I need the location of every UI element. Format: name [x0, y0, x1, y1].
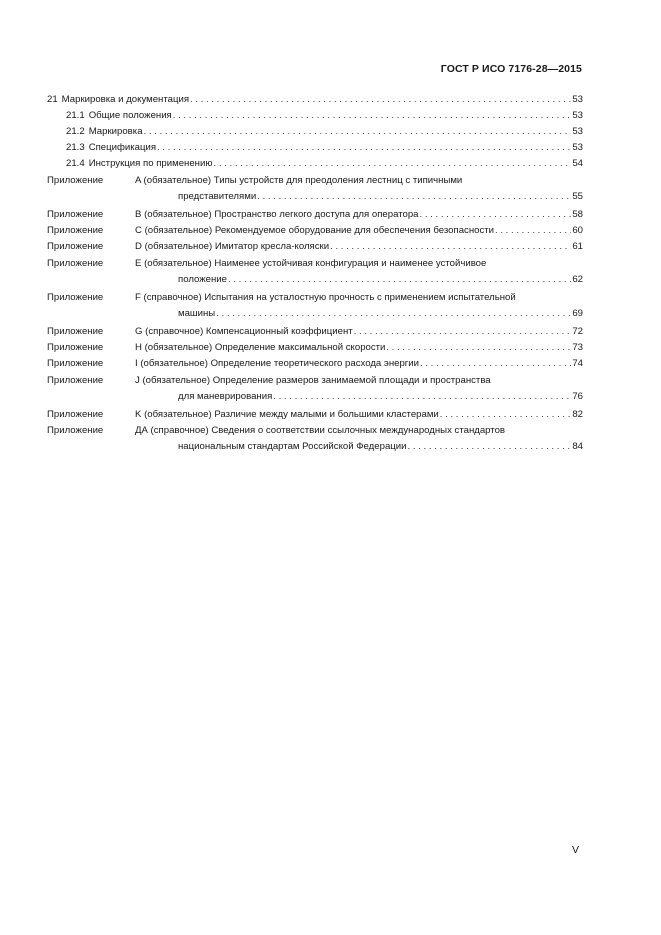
annex-title-line1: E (обязательное) Наименее устойчивая конфигурация и наименее устойчивое: [135, 258, 487, 269]
annex-title-line2: национальным стандартам Российской Федерации: [178, 441, 407, 452]
annex-label: Приложение: [47, 292, 104, 303]
toc-annex-g[interactable]: [47, 324, 583, 340]
annex-page: 74: [572, 358, 583, 369]
toc-leader-dots: [228, 272, 571, 288]
annex-page: 82: [572, 409, 583, 420]
toc-entry-21-1[interactable]: [47, 108, 583, 124]
toc-entry-number: 21.4: [66, 158, 85, 169]
toc-annex-a[interactable]: [47, 173, 583, 205]
document-header: ГОСТ Р ИСО 7176-28—2015: [440, 63, 582, 75]
annex-title-line1: A (обязательное) Типы устройств для преодоления лестниц с типичными: [135, 175, 463, 186]
annex-page: 61: [572, 241, 583, 252]
toc-entry-title: Маркировка: [88, 126, 143, 137]
annex-title: H (обязательное) Определение максимальной скорости: [135, 342, 386, 353]
annex-label: Приложение: [47, 241, 104, 252]
table-of-contents: [47, 92, 583, 455]
annex-label: Приложение: [47, 409, 104, 420]
annex-title-line2: представителями: [178, 191, 257, 202]
annex-label: Приложение: [47, 225, 104, 236]
toc-leader-dots: [216, 306, 571, 322]
toc-leader-dots: [257, 189, 571, 205]
toc-entry-title: Инструкция по применению: [88, 158, 213, 169]
page-number: V: [571, 844, 579, 856]
toc-leader-dots: [420, 356, 571, 372]
toc-leader-dots: [495, 223, 571, 239]
annex-title: C (обязательное) Рекомендуемое оборудование для обеспечения безопасности: [135, 225, 495, 236]
toc-entry-page: 53: [572, 94, 583, 105]
annex-title-line1: ДА (справочное) Сведения о соответствии ссылочных международных стандартов: [135, 425, 506, 436]
toc-annex-e[interactable]: [47, 256, 583, 288]
toc-entry-number: 21.1: [66, 110, 85, 121]
toc-leader-dots: [190, 92, 571, 108]
toc-entry-21-4[interactable]: [47, 156, 583, 172]
annex-title-line1: J (обязательное) Определение размеров занимаемой площади и пространства: [135, 375, 491, 386]
annex-title: G (справочное) Компенсационный коэффициент: [135, 326, 353, 337]
toc-entry-page: 53: [572, 110, 583, 121]
toc-entry-page: 53: [572, 126, 583, 137]
annex-page: 58: [572, 209, 583, 220]
toc-leader-dots: [386, 340, 571, 356]
annex-page: 84: [572, 441, 583, 452]
toc-annex-d[interactable]: [47, 239, 583, 255]
annex-title: B (обязательное) Пространство легкого доступа для оператора: [135, 209, 419, 220]
annex-label: Приложение: [47, 425, 104, 436]
annex-page: 73: [572, 342, 583, 353]
annex-label: Приложение: [47, 258, 104, 269]
toc-entry-title: Общие положения: [88, 110, 172, 121]
annex-label: Приложение: [47, 375, 104, 386]
toc-annex-c[interactable]: [47, 223, 583, 239]
annex-title-line2: машины: [178, 308, 216, 319]
toc-entry-number: 21: [47, 94, 58, 105]
toc-entry-21[interactable]: [47, 92, 583, 108]
toc-leader-dots: [420, 207, 572, 223]
annex-page: 55: [572, 191, 583, 202]
annex-label: Приложение: [47, 358, 104, 369]
toc-leader-dots: [440, 407, 572, 423]
toc-annex-f[interactable]: [47, 290, 583, 322]
toc-annex-j[interactable]: [47, 373, 583, 405]
annex-label: Приложение: [47, 209, 104, 220]
toc-leader-dots: [157, 140, 571, 156]
annex-label: Приложение: [47, 175, 104, 186]
toc-leader-dots: [173, 108, 572, 124]
toc-annex-k[interactable]: [47, 407, 583, 423]
annex-title-line1: F (справочное) Испытания на усталостную прочность с применением испытательной: [135, 292, 516, 303]
toc-entry-page: 53: [572, 142, 583, 153]
annex-title: D (обязательное) Имитатор кресла-коляски: [135, 241, 330, 252]
toc-entry-page: 54: [572, 158, 583, 169]
toc-leader-dots: [354, 324, 572, 340]
annex-label: Приложение: [47, 326, 104, 337]
toc-entry-title: Маркировка и документация: [61, 94, 190, 105]
toc-annex-da[interactable]: [47, 423, 583, 455]
toc-entry-title: Спецификация: [88, 142, 157, 153]
annex-title: I (обязательное) Определение теоретического расхода энергии: [135, 358, 420, 369]
annex-title: K (обязательное) Различие между малыми и большими кластерами: [135, 409, 439, 420]
annex-page: 69: [572, 308, 583, 319]
toc-annex-h[interactable]: [47, 340, 583, 356]
toc-leader-dots: [408, 439, 572, 455]
annex-title-line2: положение: [178, 274, 227, 285]
annex-page: 76: [572, 391, 583, 402]
toc-leader-dots: [214, 156, 572, 172]
toc-annex-i[interactable]: [47, 356, 583, 372]
toc-entry-number: 21.2: [66, 126, 85, 137]
toc-leader-dots: [330, 239, 571, 255]
toc-leader-dots: [144, 124, 572, 140]
toc-entry-number: 21.3: [66, 142, 85, 153]
annex-page: 72: [572, 326, 583, 337]
toc-entry-21-2[interactable]: [47, 124, 583, 140]
annex-page: 62: [572, 274, 583, 285]
annex-page: 60: [572, 225, 583, 236]
toc-entry-21-3[interactable]: [47, 140, 583, 156]
toc-annex-b[interactable]: [47, 207, 583, 223]
annex-title-line2: для маневрирования: [178, 391, 273, 402]
annex-label: Приложение: [47, 342, 104, 353]
toc-leader-dots: [273, 389, 571, 405]
